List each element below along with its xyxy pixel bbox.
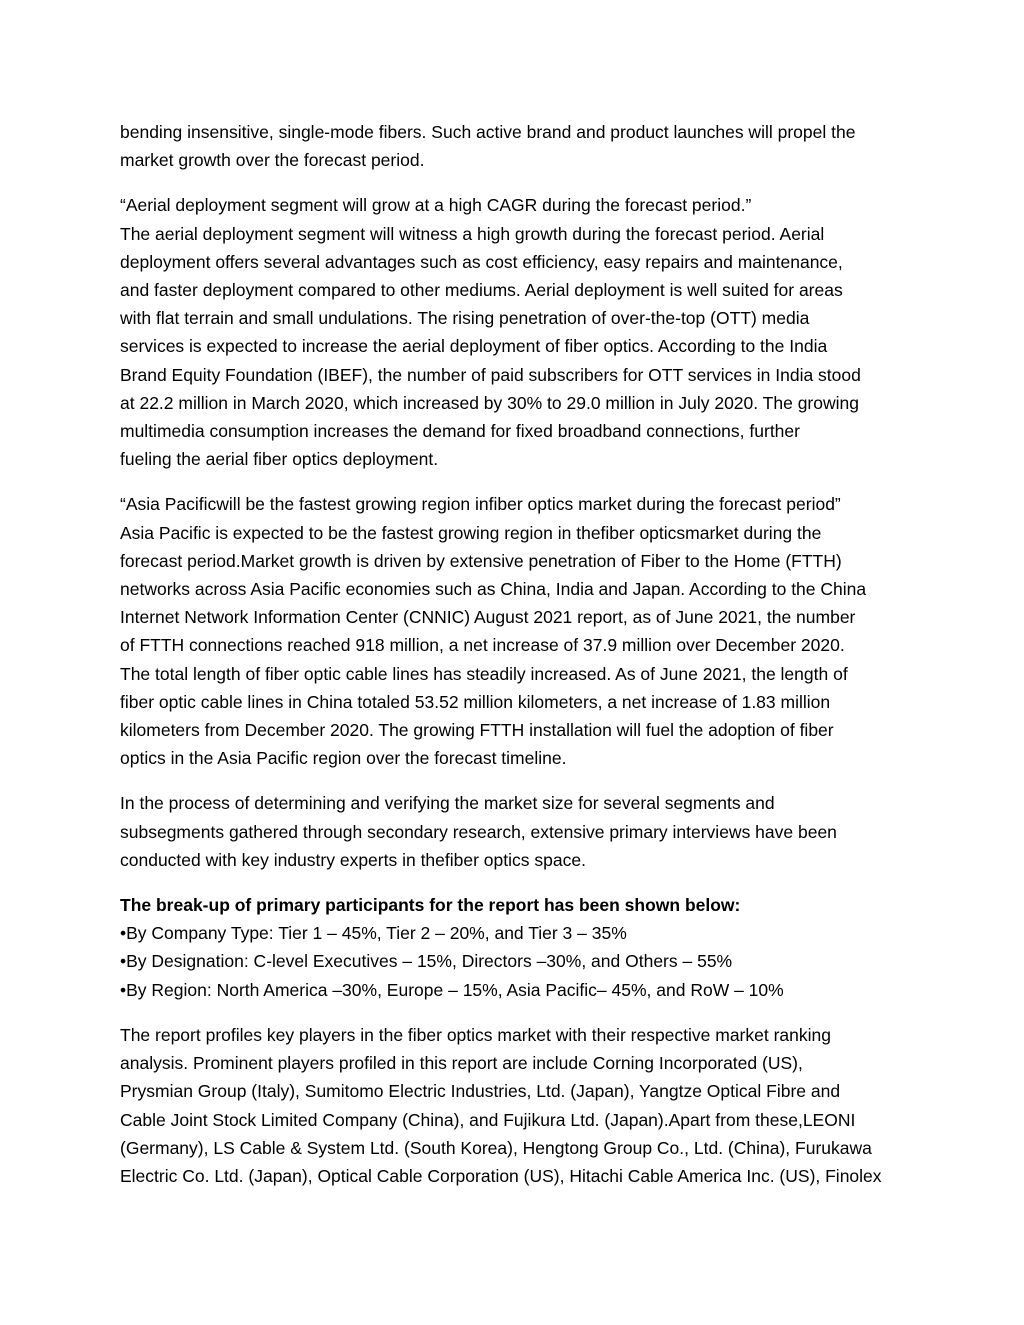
text-line: analysis. Prominent players profiled in this report are include Corning Incorporated (US),	[120, 1053, 803, 1074]
text-line: Internet Network Information Center (CNNIC) August 2021 report, as of June 2021, the number	[120, 607, 856, 628]
text-line: Cable Joint Stock Limited Company (China), and Fujikura Ltd. (Japan).Apart from these,LEONI	[120, 1109, 856, 1130]
text-line: of FTTH connections reached 918 million, a net increase of 37.9 million over December 2020.	[120, 635, 845, 656]
breakup-section	[120, 891, 910, 1004]
text-line: multimedia consumption increases the demand for fixed broadband connections, further	[120, 421, 800, 442]
paragraph-key-players	[120, 1021, 910, 1190]
text-line: Brand Equity Foundation (IBEF), the number of paid subscribers for OTT services in India stood	[120, 364, 861, 385]
paragraph-aerial	[120, 191, 910, 473]
text-line: kilometers from December 2020. The growing FTTH installation will fuel the adoption of fiber	[120, 720, 834, 741]
text-line: market growth over the forecast period.	[120, 150, 425, 171]
text-line: networks across Asia Pacific economies such as China, India and Japan. According to the China	[120, 579, 867, 600]
text-line: Asia Pacific is expected to be the fastest growing region in thefiber opticsmarket during the	[120, 522, 822, 543]
text-line: subsegments gathered through secondary research, extensive primary interviews have been	[120, 821, 837, 842]
text-line: and faster deployment compared to other mediums. Aerial deployment is well suited for areas	[120, 280, 843, 301]
text-line: deployment offers several advantages such as cost efficiency, easy repairs and maintenance,	[120, 251, 843, 272]
text-line: In the process of determining and verifying the market size for several segments and	[120, 793, 775, 814]
section-quote-heading: “Aerial deployment segment will grow at a high CAGR during the forecast period.”	[120, 195, 752, 216]
bullet-item: •By Region: North America –30%, Europe – 15%, Asia Pacific– 45%, and RoW – 10%	[120, 979, 784, 1000]
paragraph-research-process	[120, 789, 910, 874]
bullet-item: •By Designation: C-level Executives – 15%, Directors –30%, and Others – 55%	[120, 951, 733, 972]
text-line: with flat terrain and small undulations. The rising penetration of over-the-top (OTT) media	[120, 308, 810, 329]
text-line: The total length of fiber optic cable lines has steadily increased. As of June 2021, the length of	[120, 663, 848, 684]
text-line: The aerial deployment segment will witness a high growth during the forecast period. Aerial	[120, 223, 825, 244]
text-line: fueling the aerial fiber optics deployment.	[120, 449, 439, 470]
document-page	[120, 118, 910, 1207]
text-line: services is expected to increase the aerial deployment of fiber optics. According to the India	[120, 336, 828, 357]
text-line: fiber optic cable lines in China totaled 53.52 million kilometers, a net increase of 1.83 million	[120, 691, 831, 712]
section-quote-heading: “Asia Pacificwill be the fastest growing region infiber optics market during the forecast period”	[120, 494, 841, 515]
paragraph-asia-pacific	[120, 490, 910, 772]
text-line: forecast period.Market growth is driven by extensive penetration of Fiber to the Home (FTTH)	[120, 550, 842, 571]
text-line: The report profiles key players in the fiber optics market with their respective market ranking	[120, 1024, 831, 1045]
text-line: Electric Co. Ltd. (Japan), Optical Cable Corporation (US), Hitachi Cable America Inc. (US), Finolex	[120, 1165, 882, 1186]
text-line: optics in the Asia Pacific region over the forecast timeline.	[120, 748, 567, 769]
text-line: at 22.2 million in March 2020, which increased by 30% to 29.0 million in July 2020. The growing	[120, 392, 859, 413]
text-line: (Germany), LS Cable & System Ltd. (South Korea), Hengtong Group Co., Ltd. (China), Furukawa	[120, 1137, 872, 1158]
bullet-item: •By Company Type: Tier 1 – 45%, Tier 2 – 20%, and Tier 3 – 35%	[120, 923, 627, 944]
text-line: Prysmian Group (Italy), Sumitomo Electric Industries, Ltd. (Japan), Yangtze Optical Fibre and	[120, 1081, 841, 1102]
text-line: bending insensitive, single-mode fibers. Such active brand and product launches will propel the	[120, 122, 856, 142]
text-line: conducted with key industry experts in thefiber optics space.	[120, 849, 586, 870]
paragraph-intro	[120, 118, 910, 174]
breakup-heading: The break-up of primary participants for the report has been shown below:	[120, 895, 741, 916]
